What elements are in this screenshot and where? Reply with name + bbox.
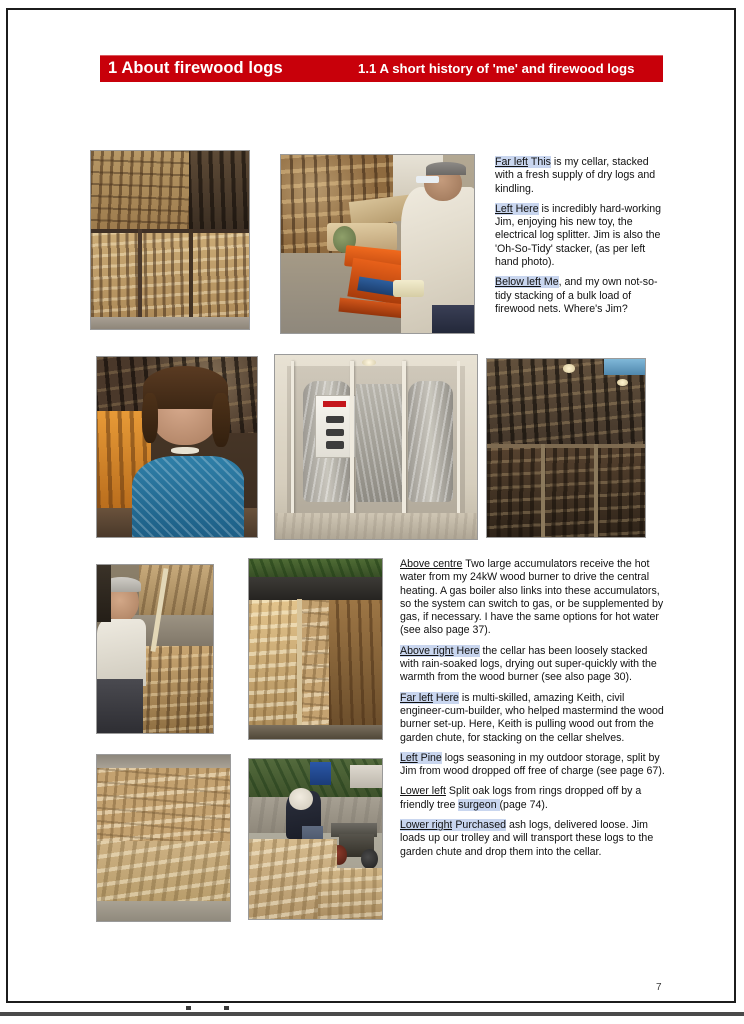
caption-far-left [495,156,667,196]
caption-lead: Lower left [400,785,446,798]
next-page-nub-left [186,1006,191,1010]
caption-body: Split oak logs from rings dropped off by a friendly tree [400,785,642,811]
caption-lead: Left [400,751,418,764]
caption-lower-right [400,819,668,859]
caption-body: is incredibly hard-working Jim, enjoying his new toy, the electrical log splitter. Jim is also the 'Oh-So-Tidy' stacker, (as per left hand photo). [495,202,662,269]
caption-above-right [400,645,668,685]
chapter-header-bar [100,55,663,82]
caption-lead-highlight: This [530,156,551,168]
caption-mid-highlight: surgeon [458,798,500,811]
caption-lead-highlight: Here [435,691,459,704]
caption-left [495,203,667,269]
caption-body: is my cellar, stacked with a fresh supply of dry logs and kindling. [495,156,656,195]
photo-me-with-firewood-nets [96,356,258,538]
caption-above-centre [400,558,668,638]
caption-left-2 [400,752,668,779]
caption-body: logs seasoning in my outdoor storage, split by Jim from wood dropped off free of charge (see page 67). [400,751,665,778]
caption-body: is multi-skilled, amazing Keith, civil engineer-cum-builder, who helped mastermind the wood burner set-up. Here, Keith is pulling wood out from the garden chute, for stacking on the cellar shelves. [400,691,664,744]
caption-below-left [495,276,667,316]
photo-cellar-stacked-logs [90,150,250,330]
chapter-title: 1 About firewood logs [108,59,283,77]
photo-cellar-rain-soaked-logs [486,358,646,538]
caption-body-2: (page 74). [499,798,548,811]
caption-lower-left [400,785,668,812]
photo-jim-log-splitter [280,154,475,334]
page-sheet [6,8,736,1003]
photo-jim-trolley-ash-logs [248,758,383,920]
caption-body: ash logs, delivered loose. Jim loads up our trolley and will transport these logs to the garden chute and drop them into the cellar. [400,819,654,858]
next-page-nub-right [224,1006,229,1010]
caption-lead: Far left [400,691,433,704]
caption-lead: Above right [400,644,454,657]
caption-lead-highlight: Pine [420,751,442,764]
caption-lead: Lower right [400,819,453,832]
caption-lead: Far left [495,156,528,168]
caption-far-left-2 [400,692,668,745]
photo-split-oak-rings [96,754,231,922]
photo-pine-outdoor-store [248,558,383,740]
caption-body: , and my own not-so-tidy stacking of a bulk load of firewood nets. Where's Jim? [495,276,658,315]
caption-lead-highlight: Here [456,644,480,657]
caption-lead: Left [495,202,513,215]
photo-accumulators-plant-room [274,354,478,540]
next-page-edge [0,1012,744,1016]
caption-block-bottom [400,558,668,859]
photo-keith-garden-chute [96,564,214,734]
caption-body: Two large accumulators receive the hot water from my 24kW wood burner to drive the central heating. A gas boiler also links into these accumulators, so the system can switch to gas, or be supplemented by gas, if necessary. I have the same options for hot water (see also page 37). [400,558,664,637]
caption-lead-highlight: Purchased [455,819,507,832]
caption-lead: Below left [495,276,541,289]
caption-lead: Above centre [400,558,463,570]
caption-block-top [495,156,667,316]
caption-lead-highlight: Here [515,202,539,215]
caption-body: the cellar has been loosely stacked with rain-soaked logs, drying out super-quickly with the warmth from the wood burner (see also page 30). [400,644,657,684]
page-number: 7 [656,982,662,993]
caption-lead-highlight: Me [543,276,559,289]
section-title: 1.1 A short history of 'me' and firewood logs [358,61,635,76]
